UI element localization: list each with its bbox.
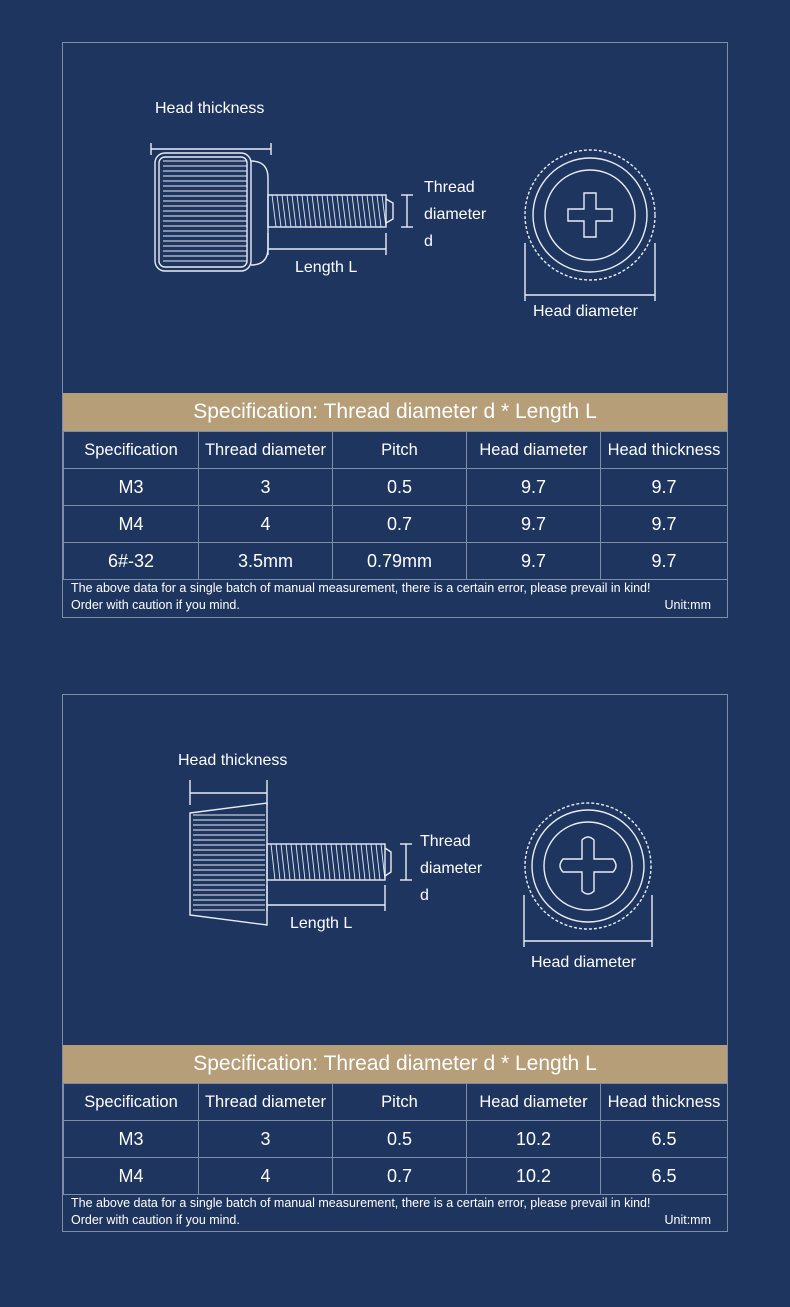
col-header: Head thickness [601,1084,728,1121]
table-cell: 10.2 [467,1158,601,1195]
table-cell: M4 [64,506,199,543]
table-header-row [64,432,728,469]
tapered-screw-drawing [63,695,727,1045]
thread-label-line2: diameter [420,860,483,877]
table-row [64,506,728,543]
thread-label-line1: Thread [424,179,475,196]
spec-title-bar: Specification: Thread diameter d * Length L [63,1045,727,1083]
table-cell: 9.7 [601,469,728,506]
table-cell: 9.7 [467,506,601,543]
table-cell: 6.5 [601,1158,728,1195]
col-header: Pitch [333,432,467,469]
table-cell: 3.5mm [199,543,333,580]
unit-label: Unit:mm [664,1213,711,1227]
table-cell: 4 [199,506,333,543]
table-cell: 6#-32 [64,543,199,580]
screw-diagram-2 [63,695,727,1045]
note-line-2: Order with caution if you mind. [71,1213,240,1227]
spec-table-2 [63,1083,728,1195]
measurement-note [71,580,711,614]
table-cell: M4 [64,1158,199,1195]
length-label: Length L [290,915,353,932]
measurement-note [71,1195,711,1229]
table-cell: M3 [64,1121,199,1158]
head-thickness-label: Head thickness [155,100,265,117]
screw-diagram-1 [63,43,727,393]
head-thickness-label: Head thickness [178,752,288,769]
table-cell: 0.79mm [333,543,467,580]
spec-table-1 [63,431,728,580]
thread-label-line1: Thread [420,833,471,850]
col-header: Head diameter [467,1084,601,1121]
thread-label-line2: diameter [424,206,487,223]
table-row [64,1158,728,1195]
note-line-2: Order with caution if you mind. [71,598,240,612]
col-header: Specification [64,432,199,469]
head-diameter-label: Head diameter [533,303,638,320]
thread-label-line3: d [420,887,429,904]
table-cell: 0.7 [333,1158,467,1195]
table-cell: M3 [64,469,199,506]
note-line-1: The above data for a single batch of manual measurement, there is a certain error, please prevail in kind! [71,581,651,595]
table-cell: 9.7 [467,469,601,506]
col-header: Pitch [333,1084,467,1121]
table-cell: 4 [199,1158,333,1195]
head-diameter-label: Head diameter [531,954,636,971]
table-row [64,469,728,506]
spec-title-bar: Specification: Thread diameter d * Length L [63,393,727,431]
unit-label: Unit:mm [664,598,711,612]
col-header: Head diameter [467,432,601,469]
table-cell: 3 [199,1121,333,1158]
table-cell: 0.5 [333,1121,467,1158]
table-cell: 9.7 [601,506,728,543]
col-header: Thread diameter [199,432,333,469]
col-header: Head thickness [601,432,728,469]
col-header: Thread diameter [199,1084,333,1121]
col-header: Specification [64,1084,199,1121]
table-cell: 10.2 [467,1121,601,1158]
spec-panel-1 [62,42,728,618]
spec-panel-2 [62,694,728,1232]
thread-label-line3: d [424,233,433,250]
table-row [64,1121,728,1158]
length-label: Length L [295,259,358,276]
table-cell: 0.7 [333,506,467,543]
table-cell: 3 [199,469,333,506]
table-header-row [64,1084,728,1121]
table-cell: 0.5 [333,469,467,506]
note-line-1: The above data for a single batch of manual measurement, there is a certain error, please prevail in kind! [71,1196,651,1210]
table-cell: 9.7 [467,543,601,580]
table-row [64,543,728,580]
table-cell: 6.5 [601,1121,728,1158]
table-cell: 9.7 [601,543,728,580]
